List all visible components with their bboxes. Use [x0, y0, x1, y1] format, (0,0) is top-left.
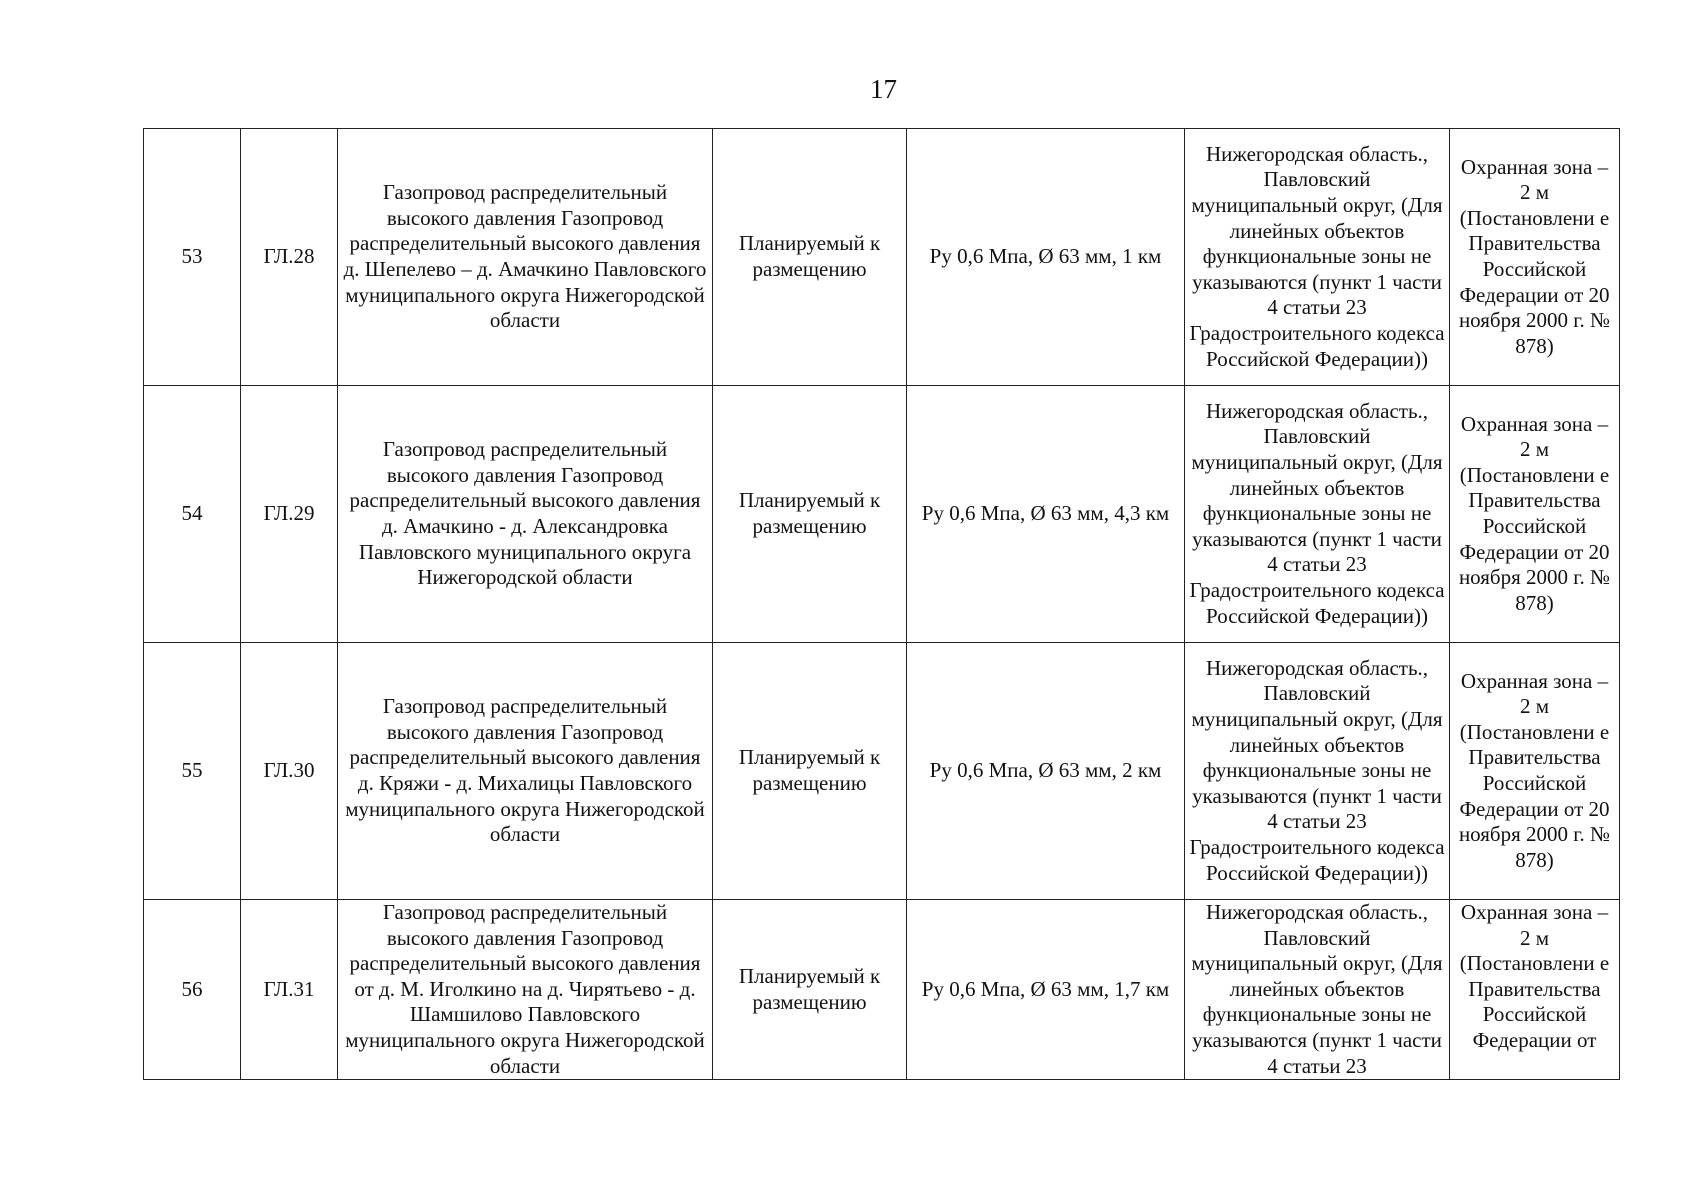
object-name-cell [338, 386, 713, 643]
object-name-text: Газопровод распределительный высокого давления Газопровод распределительный высокого давления д. Шепелево – д. Амачкино Павловского муниципального округа Нижегородской области [343, 180, 707, 333]
page-number: 17 [870, 74, 897, 104]
zone-text: Охранная зона – 2 м (Постановлени е Правительства Российской Федерации от 20 ноября 2000 г. № 878) [1458, 154, 1611, 358]
object-name-cell [338, 643, 713, 900]
status-cell: Планируемый к размещению [713, 900, 907, 1080]
location-cell [1185, 643, 1450, 900]
specs-cell: Ру 0,6 Мпа, Ø 63 мм, 4,3 км [907, 386, 1185, 643]
location-cell [1185, 386, 1450, 643]
location-text: Нижегородская область., Павловский муниципальный округ, (Для линейных объектов функциональные зоны не указываются (пункт 1 части 4 статьи 23 Градостроительного кодекса Российской Федерации)) [1189, 398, 1445, 628]
location-text: Нижегородская область., Павловский муниципальный округ, (Для линейных объектов функциональные зоны не указываются (пункт 1 части 4 статьи 23 [1191, 900, 1443, 1078]
row-number-cell: 54 [144, 386, 241, 643]
specs-cell: Ру 0,6 Мпа, Ø 63 мм, 1 км [907, 129, 1185, 386]
table-row [144, 900, 1620, 1080]
zone-text: Охранная зона – 2 м (Постановлени е Правительства Российской Федерации от 20 ноября 2000 г. № 878) [1458, 411, 1611, 615]
zone-text: Охранная зона – 2 м (Постановлени е Правительства Российской Федерации от 20 ноября 2000 г. № 878) [1458, 668, 1611, 872]
object-name-cell [338, 900, 713, 1080]
object-name-text: Газопровод распределительный высокого давления Газопровод распределительный высокого давления д. Кряжи - д. Михалицы Павловского муниципального округа Нижегородской области [345, 694, 705, 847]
objects-table [143, 128, 1620, 1080]
object-name-text: Газопровод распределительный высокого давления Газопровод распределительный высокого давления д. Амачкино - д. Александровка Павловского муниципального округа Нижегородской области [349, 437, 701, 590]
row-number-cell: 56 [144, 900, 241, 1080]
object-name-text: Газопровод распределительный высокого давления Газопровод распределительный высокого давления от д. М. Иголкино на д. Чирятьево - д. Шамшилово Павловского муниципального округа Нижегородской области [345, 900, 705, 1078]
location-cell [1185, 900, 1450, 1080]
zone-cell [1450, 129, 1620, 386]
table-row [144, 129, 1620, 386]
object-name-cell [338, 129, 713, 386]
location-text: Нижегородская область., Павловский муниципальный округ, (Для линейных объектов функциональные зоны не указываются (пункт 1 части 4 статьи 23 Градостроительного кодекса Российской Федерации)) [1189, 655, 1445, 885]
status-cell: Планируемый к размещению [713, 386, 907, 643]
status-cell: Планируемый к размещению [713, 643, 907, 900]
zone-cell [1450, 643, 1620, 900]
row-number-cell: 55 [144, 643, 241, 900]
location-cell [1185, 129, 1450, 386]
table-row [144, 386, 1620, 643]
object-code-cell: ГЛ.29 [241, 386, 338, 643]
zone-text: Охранная зона – 2 м (Постановлени е Правительства Российской Федерации от [1459, 900, 1610, 1052]
specs-cell: Ру 0,6 Мпа, Ø 63 мм, 2 км [907, 643, 1185, 900]
zone-cell [1450, 900, 1620, 1080]
status-cell: Планируемый к размещению [713, 129, 907, 386]
zone-cell [1450, 386, 1620, 643]
specs-cell: Ру 0,6 Мпа, Ø 63 мм, 1,7 км [907, 900, 1185, 1080]
table-row [144, 643, 1620, 900]
object-code-cell: ГЛ.28 [241, 129, 338, 386]
object-code-cell: ГЛ.30 [241, 643, 338, 900]
row-number-cell: 53 [144, 129, 241, 386]
object-code-cell: ГЛ.31 [241, 900, 338, 1080]
location-text: Нижегородская область., Павловский муниципальный округ, (Для линейных объектов функциональные зоны не указываются (пункт 1 части 4 статьи 23 Градостроительного кодекса Российской Федерации)) [1189, 141, 1445, 371]
